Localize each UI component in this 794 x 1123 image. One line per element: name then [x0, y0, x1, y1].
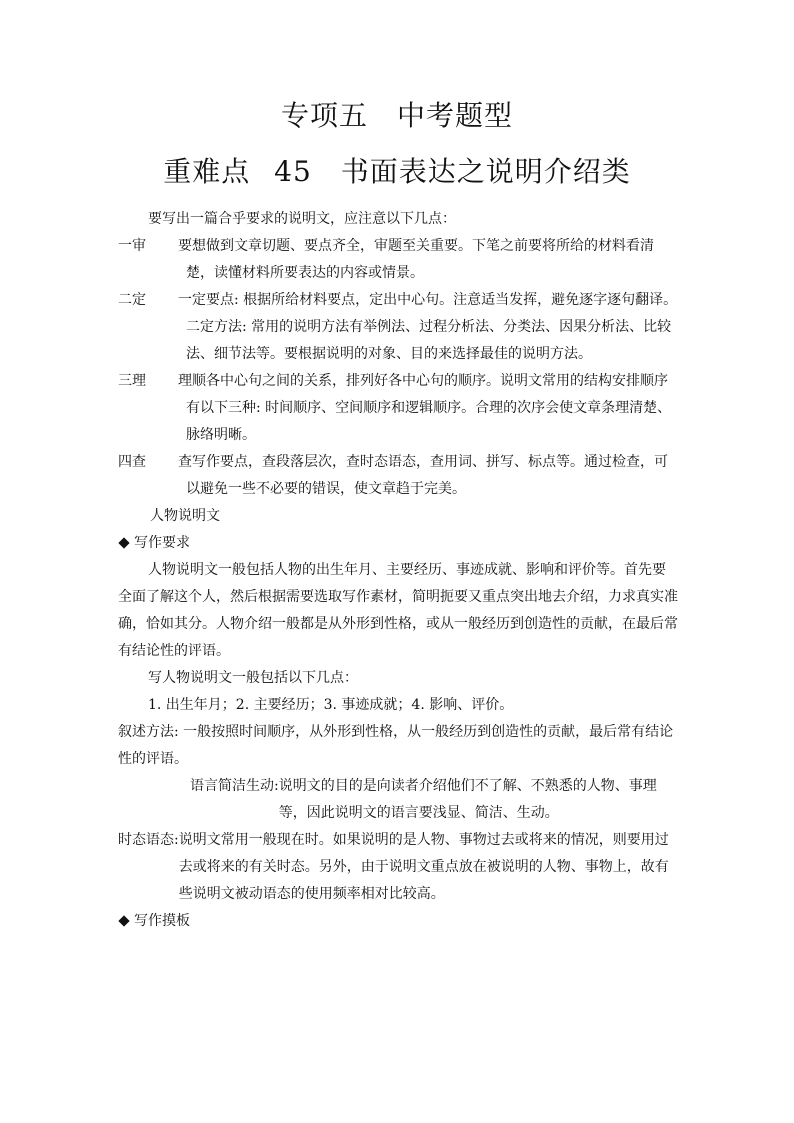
- step-text: 一定要点: 根据所给材料要点，定出中心句。注意适当发挥，避免逐字逐句翻译。二定方法: 常用的说明方法有举例法、过程分析法、分类法、因果分析法、比较法、细节法等。要根据说明的对象、目的来选择最佳的说明方法。: [178, 292, 678, 362]
- language-text: 说明文的目的是向读者介绍他们不了解、不熟悉的人物、事理等，因此说明文的语言要浅显、简洁、生动。: [278, 778, 657, 821]
- step-label: 三理: [118, 373, 146, 389]
- template-heading: [118, 908, 678, 935]
- requirements-paragraph: 人物说明文一般包括人物的出生年月、主要经历、事迹成就、影响和评价等。首先要全面了解这个人，然后根据需要选取写作素材，简明扼要又重点突出地去介绍，力求真实准确，恰如其分。人物介绍一般都是从外形到性格，或从一般经历到创造性的贡献，在最后常有结论性的评语。: [118, 562, 678, 659]
- tense-paragraph: [118, 827, 678, 908]
- step-item-3: [118, 368, 678, 449]
- diamond-bullet-icon: [118, 537, 129, 548]
- step-item-2: [118, 287, 678, 368]
- language-term: 语言简洁生动:: [190, 778, 279, 794]
- main-title: 专项五 中考题型: [280, 99, 513, 132]
- step-label: 二定: [118, 292, 146, 308]
- step-text: 要想做到文章切题、要点齐全，审题至关重要。下笔之前要将所给的材料看清楚，读懂材料所要表达的内容或情景。: [178, 238, 654, 281]
- step-label: 四查: [118, 454, 146, 470]
- narrative-term: 叙述方法:: [118, 724, 184, 740]
- diamond-bullet-icon: [118, 915, 129, 926]
- section-title: 人物说明文: [150, 508, 220, 524]
- tense-text: 说明文常用一般现在时。如果说明的是人物、事物过去或将来的情况，则要用过去或将来的有关时态。另外，由于说明文重点放在被说明的人物、事物上，故有些说明文被动语态的使用频率相对比较高。: [178, 832, 669, 902]
- document-body: [118, 206, 678, 935]
- requirements-heading: [118, 530, 678, 557]
- includes-list: 1. 出生年月；2. 主要经历；3. 事迹成就；4. 影响、评价。: [148, 697, 514, 713]
- includes-intro: 写人物说明文一般包括以下几点：: [148, 670, 358, 686]
- tense-term: 时态语态:: [118, 832, 179, 848]
- template-heading-text: 写作摸板: [134, 913, 190, 929]
- narrative-text: 一般按照时间顺序，从外形到性格，从一般经历到创造性的贡献，最后常有结论性的评语。: [118, 724, 674, 767]
- step-item-1: [118, 233, 678, 287]
- narrative-paragraph: [118, 719, 678, 773]
- requirements-heading-text: 写作要求: [134, 535, 190, 551]
- step-text: 查写作要点，查段落层次，查时态语态，查用词、拼写、标点等。通过检查，可以避免一些不必要的错误，使文章趋于完美。: [178, 454, 668, 497]
- intro-paragraph: 要写出一篇合乎要求的说明文，应注意以下几点：: [148, 211, 456, 227]
- step-label: 一审: [118, 238, 146, 254]
- sub-title: 重难点 45 书面表达之说明介绍类: [163, 155, 631, 188]
- step-text: 理顺各中心句之间的关系，排列好各中心句的顺序。说明文常用的结构安排顺序有以下三种: 时间顺序、空间顺序和逻辑顺序。合理的次序会使文章条理清楚、脉络明晰。: [178, 373, 672, 443]
- language-paragraph: [118, 773, 678, 827]
- step-item-4: [118, 449, 678, 503]
